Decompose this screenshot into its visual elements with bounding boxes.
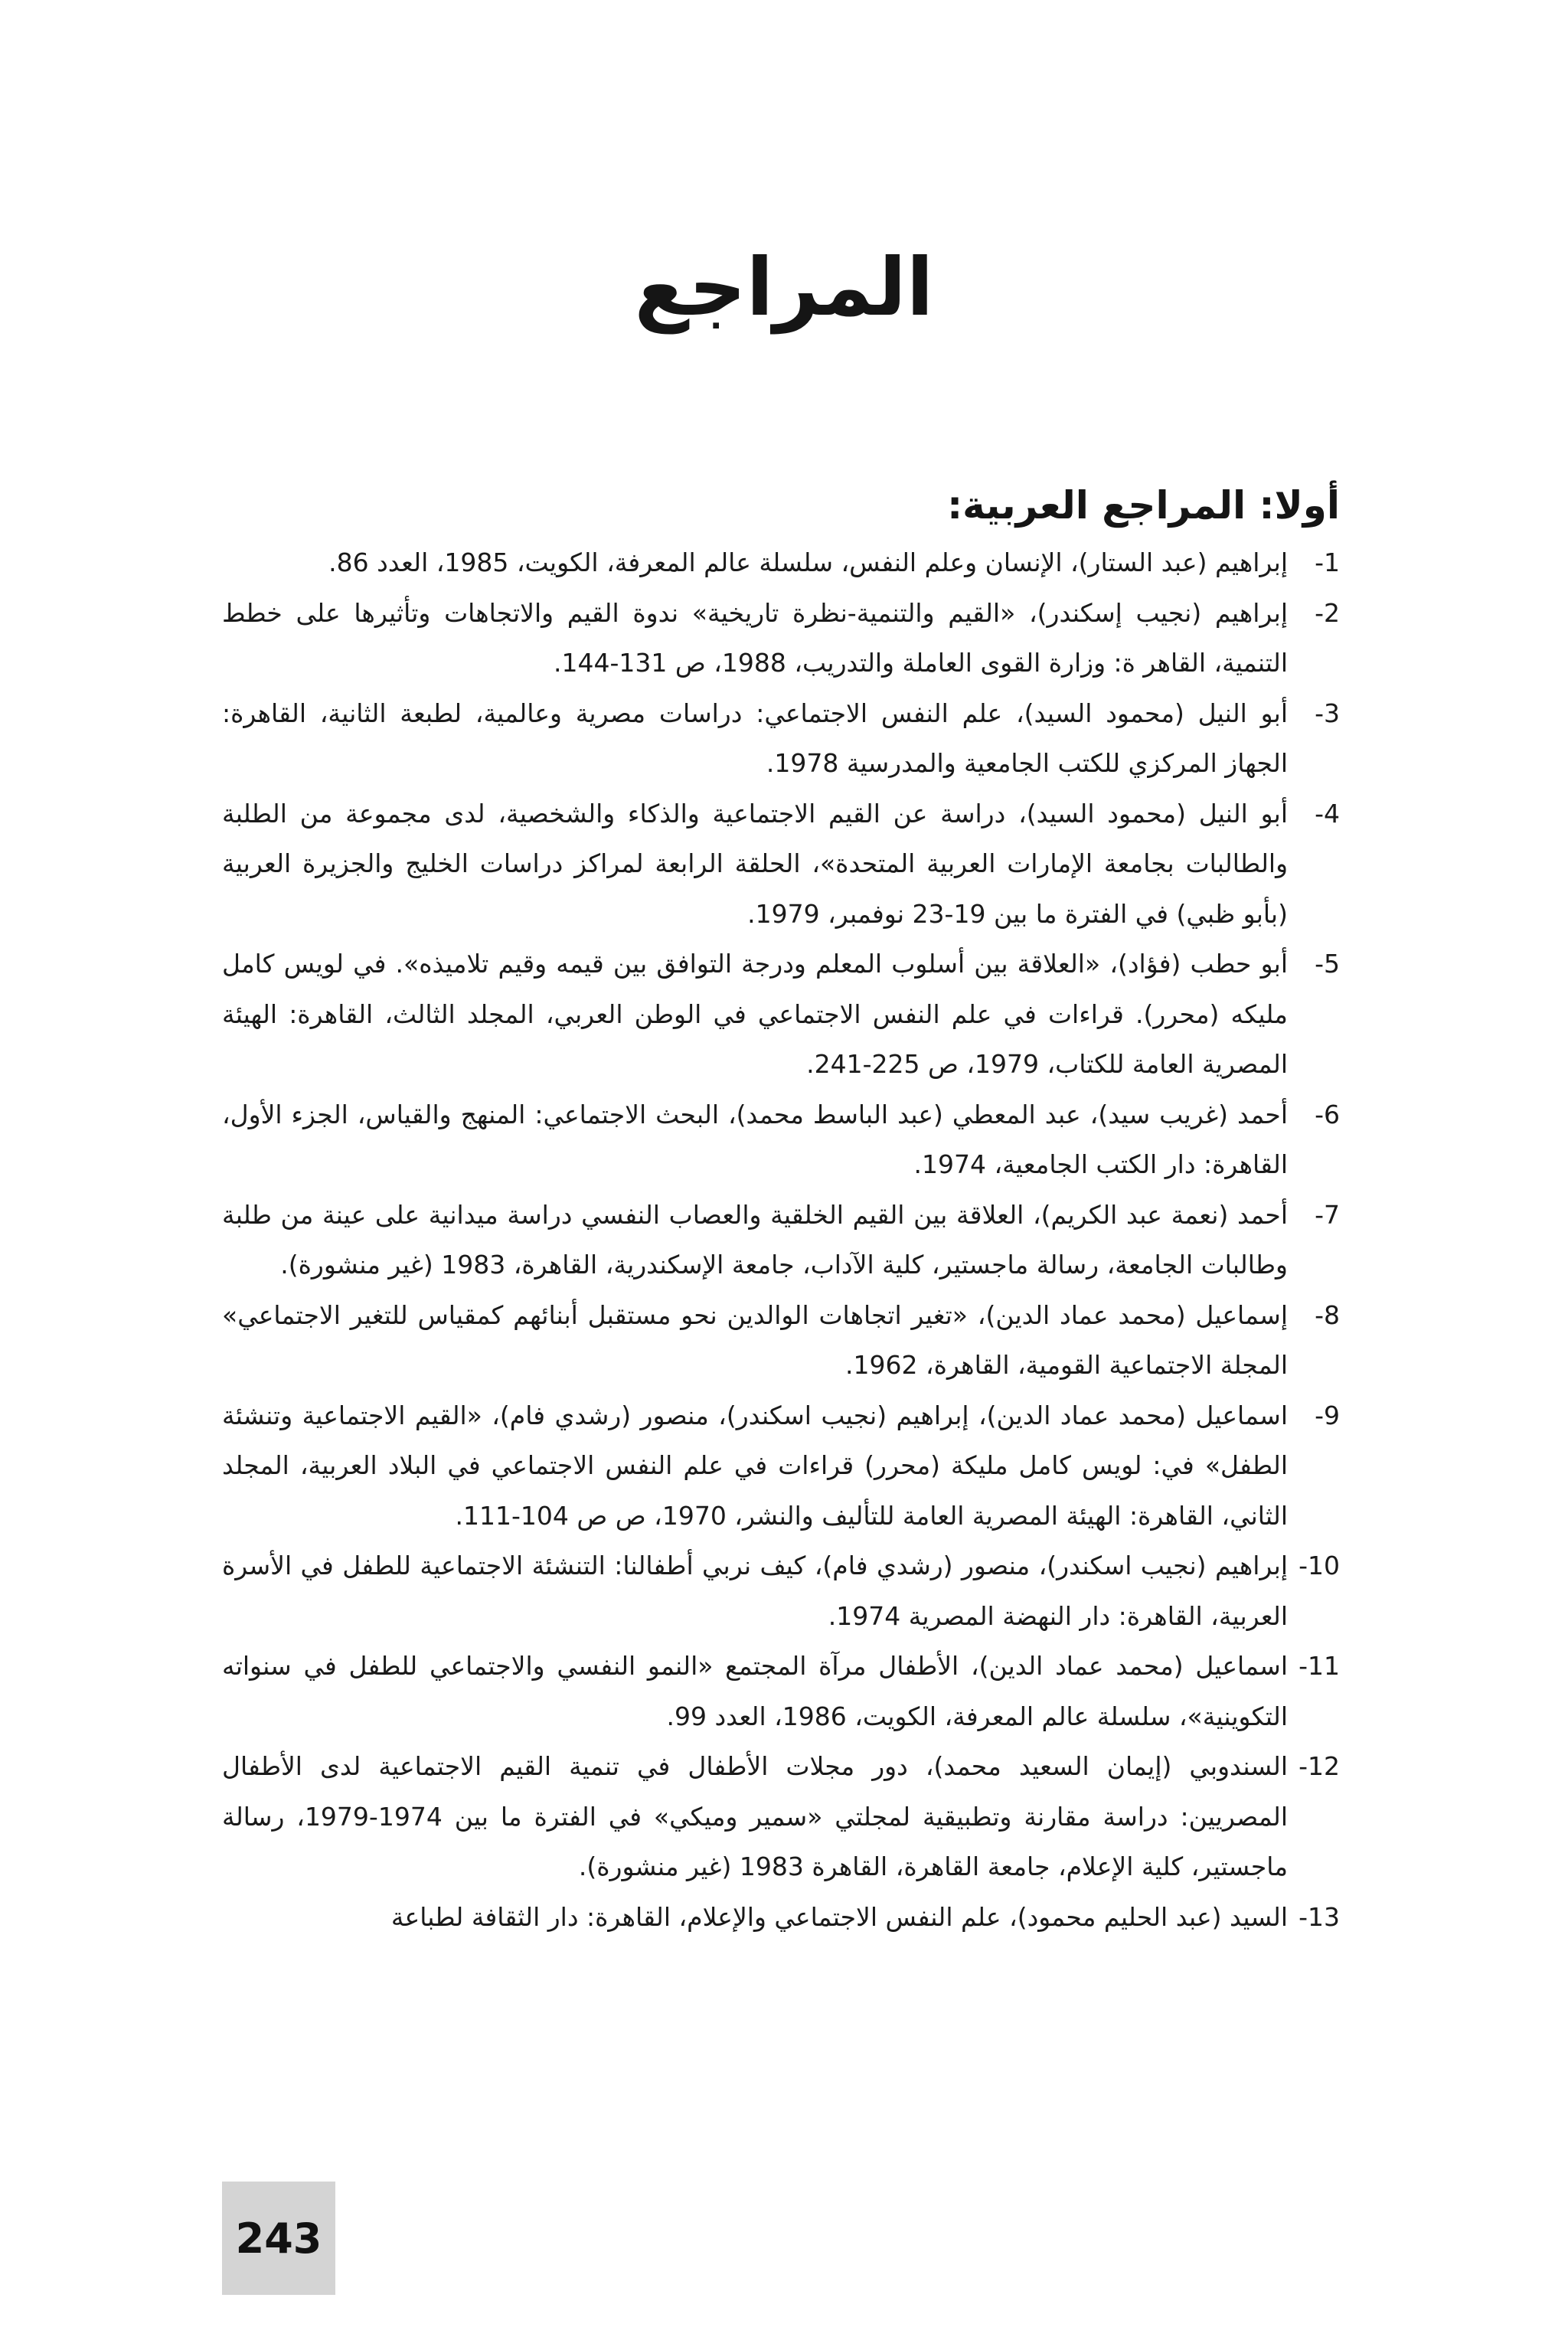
reference-text: أحمد (نعمة عبد الكريم)، العلاقة بين القيم الخلقية والعصاب النفسي دراسة ميدانية على عينة من طلبة وطالبات الجامعة، رسالة ماجستير، كلية الآداب، جامعة الإسكندرية، القاهرة، 1983 (غير منشورة).	[222, 1199, 1288, 1280]
reference-number: 13-	[1298, 1901, 1340, 1932]
reference-number: 11-	[1298, 1651, 1340, 1681]
reference-text: أبو النيل (محمود السيد)، دراسة عن القيم الاجتماعية والذكاء والشخصية، لدى مجموعة من الطلبة والطالبات بجامعة الإمارات العربية المتحدة»، الحلقة الرابعة لمراكز دراسات الخليج والجزيرة العربية (بأبو ظبي) في الفترة ما بين 19-23 نوفمبر، 1979.	[222, 798, 1288, 929]
reference-item	[222, 1641, 1340, 1741]
reference-text: أحمد (غريب سيد)، عبد المعطي (عبد الباسط محمد)، البحث الاجتماعي: المنهج والقياس، الجزء الأول، القاهرة: دار الكتب الجامعية، 1974.	[222, 1099, 1288, 1179]
reference-number: 1-	[1315, 547, 1340, 577]
reference-item	[222, 789, 1340, 940]
section-heading: أولا: المراجع العربية:	[947, 483, 1340, 528]
reference-item	[222, 1391, 1340, 1541]
references-list	[222, 538, 1340, 1942]
reference-number: 6-	[1315, 1099, 1340, 1129]
reference-text: السندوبي (إيمان السعيد محمد)، دور مجلات الأطفال في تنمية القيم الاجتماعية لدى الأطفال المصريين: دراسة مقارنة وتطبيقية لمجلتي «سمير وميكي» في الفترة ما بين 1974-1979، رسالة ماجستير، كلية الإعلام، جامعة القاهرة، القاهرة 1983 (غير منشورة).	[222, 1751, 1288, 1881]
reference-number: 3-	[1315, 698, 1340, 728]
reference-item	[222, 588, 1340, 688]
page-number-box	[222, 2182, 335, 2295]
reference-number: 4-	[1315, 798, 1340, 829]
reference-number: 7-	[1315, 1199, 1340, 1230]
references-section	[222, 475, 1340, 1942]
reference-text: السيد (عبد الحليم محمود)، علم النفس الاجتماعي والإعلام، القاهرة: دار الثقافة لطباعة	[390, 1901, 1288, 1932]
reference-item	[222, 1892, 1340, 1943]
reference-number: 10-	[1298, 1551, 1340, 1580]
reference-item	[222, 1190, 1340, 1290]
reference-text: إبراهيم (نجيب إسكندر)، «القيم والتنمية-نظرة تاريخية» ندوة القيم والاتجاهات وتأثيرها على خطط التنمية، القاهر ة: وزارة القوى العاملة والتدريب، 1988، ص 131-144.	[222, 597, 1288, 678]
page-title: المراجع	[634, 240, 934, 334]
reference-item	[222, 1090, 1340, 1190]
reference-number: 5-	[1315, 949, 1340, 979]
reference-text: أبو النيل (محمود السيد)، علم النفس الاجتماعي: دراسات مصرية وعالمية، لطبعة الثانية، القاهرة: الجهاز المركزي للكتب الجامعية والمدرسية 1978.	[222, 698, 1288, 778]
reference-number: 9-	[1315, 1400, 1340, 1430]
reference-text: اسماعيل (محمد عماد الدين)، إبراهيم (نجيب اسكندر)، منصور (رشدي فام)، «القيم الاجتماعية وتنشئة الطفل» في: لويس كامل مليكة (محرر) قراءات في علم النفس الاجتماعي في البلاد العربية، المجلد الثاني، القاهرة: الهيئة المصرية العامة للتأليف والنشر، 1970، ص ص 104-111.	[222, 1400, 1288, 1531]
reference-text: إبراهيم (نجيب اسكندر)، منصور (رشدي فام)، كيف نربي أطفالنا: التنشئة الاجتماعية للطفل في الأسرة العربية، القاهرة: دار النهضة المصرية 1974.	[222, 1551, 1288, 1631]
reference-text: أبو حطب (فؤاد)، «العلاقة بين أسلوب المعلم ودرجة التوافق بين قيمه وقيم تلاميذه». في لويس كامل مليكه (محرر). قراءات في علم النفس الاجتماعي في الوطن العربي، المجلد الثالث، القاهرة: الهيئة المصرية العامة للكتاب، 1979، ص 225-241.	[222, 949, 1288, 1079]
reference-text: إسماعيل (محمد عماد الدين)، «تغير اتجاهات الوالدين نحو مستقبل أبنائهم كمقياس للتغير الاجتماعي» المجلة الاجتماعية القومية، القاهرة، 1962.	[222, 1299, 1288, 1380]
reference-text: اسماعيل (محمد عماد الدين)، الأطفال مرآة المجتمع «النمو النفسي والاجتماعي للطفل في سنواته التكوينية»، سلسلة عالم المعرفة، الكويت، 1986، العدد 99.	[222, 1651, 1288, 1731]
reference-item	[222, 1290, 1340, 1391]
page-number: 243	[235, 2214, 322, 2263]
reference-number: 2-	[1315, 597, 1340, 628]
reference-item	[222, 538, 1340, 588]
reference-item	[222, 688, 1340, 789]
reference-item	[222, 939, 1340, 1090]
reference-text: إبراهيم (عبد الستار)، الإنسان وعلم النفس، سلسلة عالم المعرفة، الكويت، 1985، العدد 86.	[328, 547, 1288, 577]
reference-number: 12-	[1298, 1751, 1340, 1781]
reference-item	[222, 1541, 1340, 1641]
reference-number: 8-	[1315, 1299, 1340, 1330]
reference-item	[222, 1741, 1340, 1892]
